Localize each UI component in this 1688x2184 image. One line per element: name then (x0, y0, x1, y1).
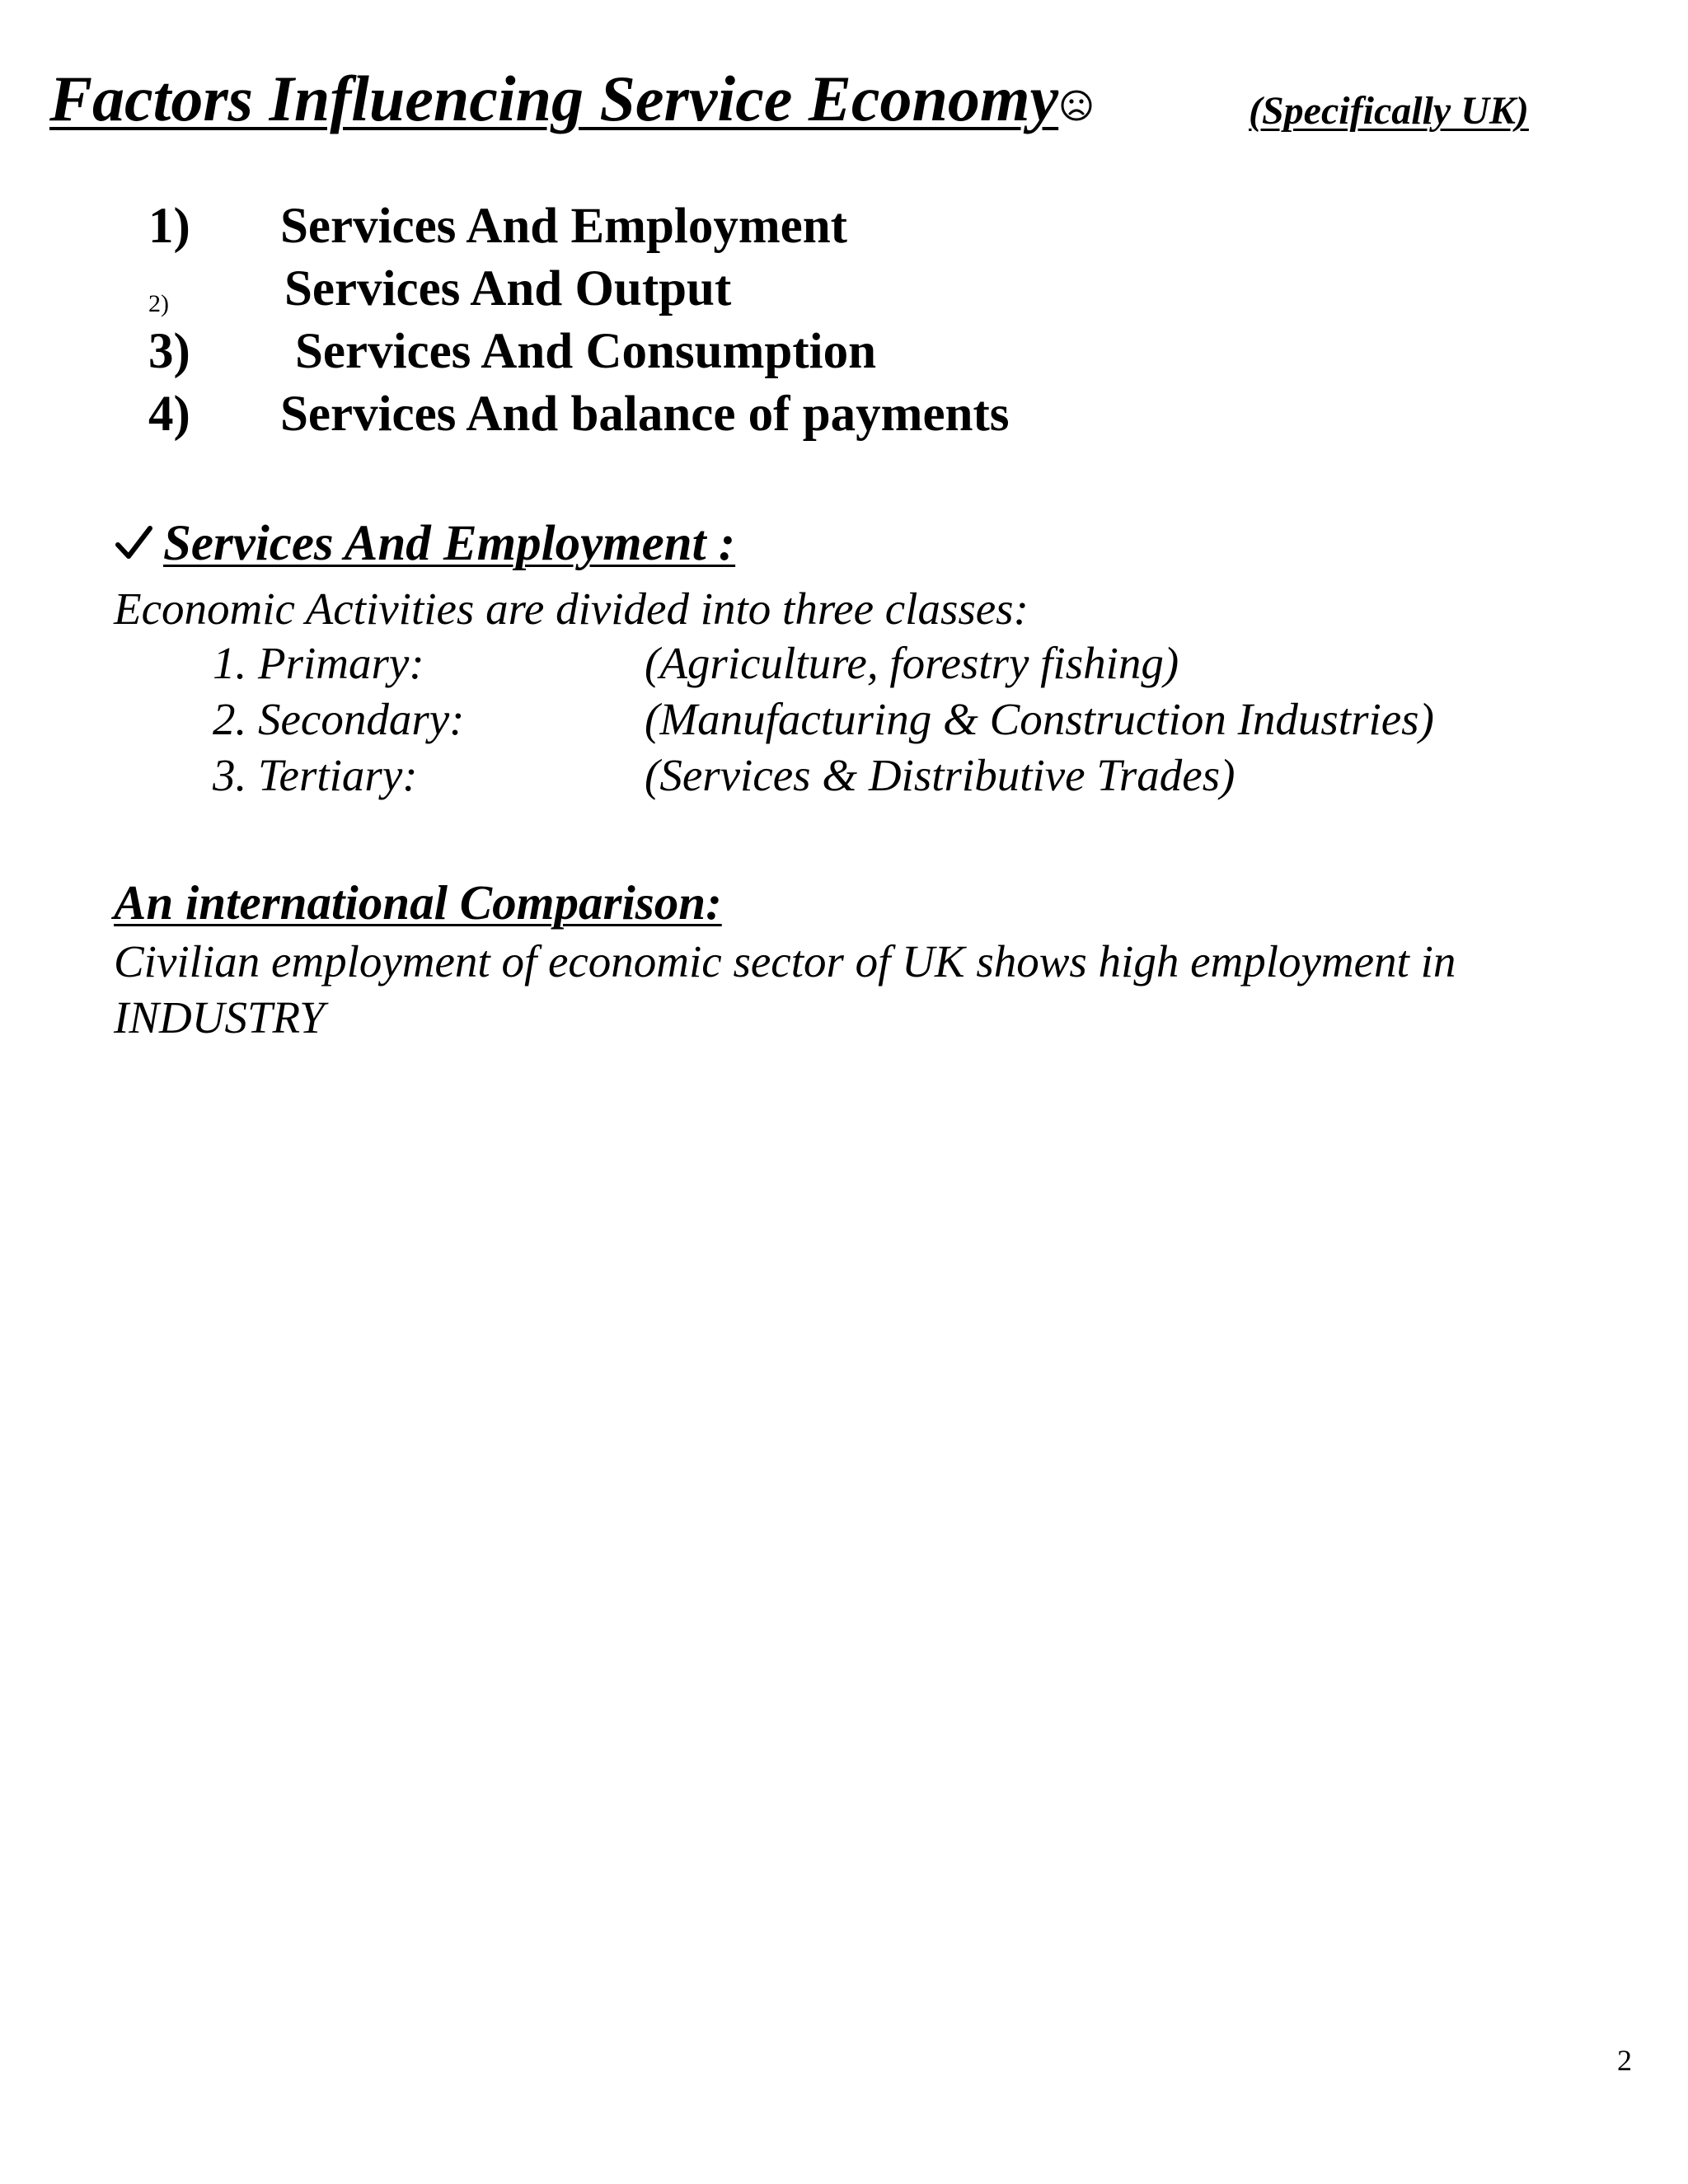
class-description-tertiary: (Services & Distributive Trades) (645, 750, 1236, 800)
page-title-text: Factors Influencing Service Economy (49, 63, 1059, 134)
page-title (49, 58, 1116, 140)
section-intro: Economic Activities are divided into three classes: (114, 583, 1029, 634)
factor-number: 1) (148, 199, 190, 254)
factor-item-4 (148, 382, 1137, 448)
factor-number: 3) (148, 324, 190, 379)
class-description-primary: (Agriculture, forestry fishing) (645, 638, 1179, 688)
page-subtitle: (Specifically UK) (1249, 89, 1529, 133)
factor-item-2 (148, 256, 1137, 322)
factor-text: Services And Output (284, 261, 732, 316)
comparison-line-1: Civilian employment of economic sector of UK shows high employment in (114, 936, 1456, 987)
class-label-primary: 1. Primary: (213, 638, 424, 688)
factor-item-1 (148, 194, 1137, 260)
factor-number: 4) (148, 387, 190, 442)
comparison-line-2: INDUSTRY (114, 992, 325, 1043)
frowning-face-icon (1060, 89, 1093, 122)
class-description-secondary: (Manufacturing & Construction Industries) (645, 694, 1434, 744)
factor-text: Services And Employment (280, 199, 847, 254)
class-label-tertiary: 3. Tertiary: (213, 750, 418, 800)
class-label-secondary: 2. Secondary: (213, 694, 465, 744)
factor-number: 2) (148, 290, 169, 317)
section-heading-text: Services And Employment : (163, 516, 736, 571)
factor-text: Services And balance of payments (280, 387, 1010, 442)
page-number: 2 (1617, 2044, 1632, 2077)
factor-text: Services And Consumption (295, 324, 877, 379)
comparison-heading: An international Comparison: (114, 875, 722, 930)
factor-item-3 (148, 319, 1137, 385)
checkmark-icon (114, 523, 153, 563)
section-heading-employment (114, 511, 735, 577)
